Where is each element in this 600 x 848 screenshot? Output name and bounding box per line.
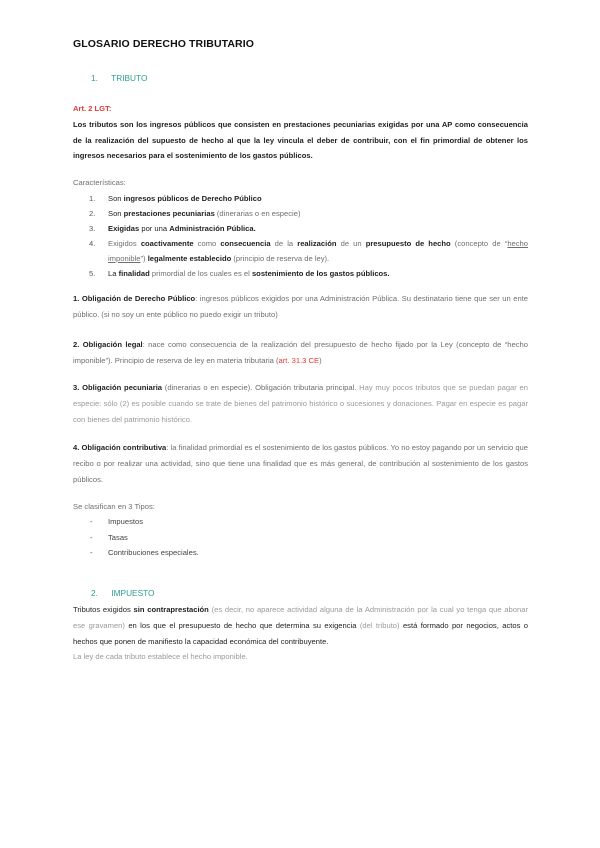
list-item: 4. Exigidos coactivamente como consecuencia de la realización de un presupuesto de hecho (concepto de “hecho imponible”) legalmente establecido (principio de reserva de ley). xyxy=(89,239,529,263)
caracteristicas-heading: Características: xyxy=(73,178,126,187)
obligacion-pecuniaria: 3. Obligación pecuniaria (dinerarias o en especie). Obligación tributaria principal. Hay muy pocos tributos que se puedan pagar en especie: sólo (2) es posible cuando se trate de bienes del patrimonio histórico o sucesiones y donaciones. Pagar en especie es pagar con bienes del patrimonio histórico. xyxy=(73,383,528,424)
list-item: 2. Son prestaciones pecuniarias (dinerarias o en especie) xyxy=(89,209,301,218)
art-2-lgt xyxy=(73,101,528,164)
impuesto-note: La ley de cada tributo establece el hecho imponible. xyxy=(73,652,248,662)
obligacion-contributiva: 4. Obligación contributiva: la finalidad primordial es el sostenimiento de los gastos públicos. Yo no estoy pagando por un servicio que recibo o por realizar una actividad, sino que tiene una finalidad que es más general, de contribución al sostenimiento de los gastos públicos. xyxy=(73,443,528,484)
list-item: - Tasas xyxy=(90,532,128,542)
impuesto-definition: Tributos exigidos sin contraprestación (es decir, no aparece actividad alguna de la Administración por la cual yo tenga que abonar ese gravamen) en los que el presupuesto de hecho que determina su exigencia (del tributo) está formado por negocios, actos o hechos que ponen de manifiesto la capacidad económica del contribuyente. La ley de cada tributo establece el hecho imponible. xyxy=(73,602,528,665)
section-heading-impuesto xyxy=(91,588,155,598)
list-item: - Contribuciones especiales. xyxy=(90,548,199,557)
art-label: Art. 2 LGT: xyxy=(73,104,112,113)
section-heading-tributo xyxy=(91,73,147,83)
section-label: TRIBUTO xyxy=(111,73,148,83)
caracteristicas-list xyxy=(73,191,528,281)
obligacion-legal: 2. Obligación legal: nace como consecuencia de la realización del presupuesto de hecho fijado por la Ley (concepto de “hecho imponible”). Principio de reserva de ley en materia tributaria (art. 31.3 CE) xyxy=(73,340,528,365)
list-item: 1. Son ingresos públicos de Derecho Público xyxy=(89,194,262,203)
list-item: 5. La finalidad primordial de los cuales es el sostenimiento de los gastos públicos. xyxy=(89,269,390,278)
art-text: Los tributos son los ingresos públicos que consisten en prestaciones pecuniarias exigidas por una AP como consecuencia de la realización del supuesto de hecho al que la ley vincula el deber de contribuir, con el fin primordial de obtener los ingresos necesarios para el sostenimiento de los gastos públicos. xyxy=(73,119,528,161)
section-number: 1. xyxy=(91,73,98,83)
document-title: GLOSARIO DERECHO TRIBUTARIO xyxy=(73,38,255,50)
list-item: - Impuestos xyxy=(90,517,144,526)
section-label: IMPUESTO xyxy=(111,588,155,598)
list-item: 3. Exigidas por una Administración Pública. xyxy=(89,224,256,233)
tipos-heading: Se clasifican en 3 Tipos: xyxy=(73,502,155,511)
obligacion-derecho-publico: 1. Obligación de Derecho Público: ingresos públicos exigidos por una Administración Pública. Su destinatario tiene que ser un ente público. (si no soy un ente público no puedo exigir un tributo) xyxy=(73,294,528,319)
tipos-list xyxy=(73,514,199,561)
section-number: 2. xyxy=(91,588,98,598)
